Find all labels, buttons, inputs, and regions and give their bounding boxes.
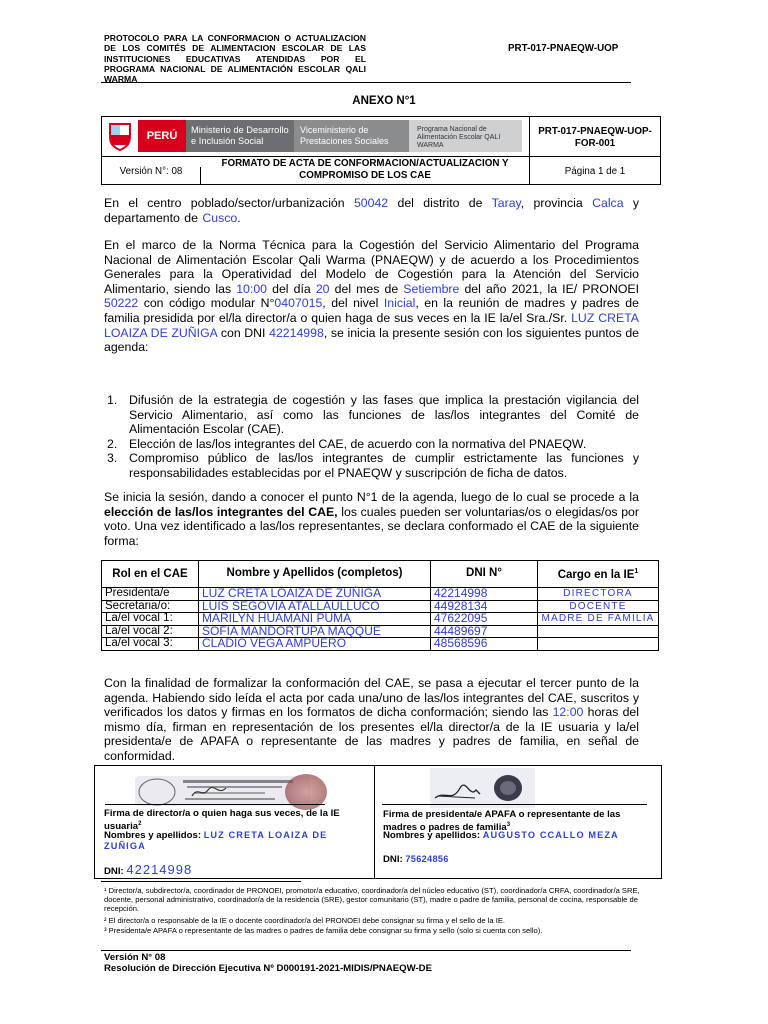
program-logo: Programa Nacional de Alimentación Escolar QALI WARMA bbox=[409, 120, 522, 152]
month-value: Setiembre bbox=[403, 281, 460, 296]
hour-value: 10:00 bbox=[236, 281, 267, 296]
footer-divider bbox=[101, 950, 631, 951]
session-paragraph: Se inicia la sesión, dando a conocer el punto N°1 de la agenda, luego de lo cual se procede a la elección de las/los integrantes del CAE, los cuales pueden ser voluntarias/os o elegidas/os por voto. Una vez identificado a las/los representantes, se declara conformado el CAE de la siguiente forma: bbox=[104, 490, 639, 548]
form-title: FORMATO DE ACTA DE CONFORMACION/ACTUALIZACION Y COMPROMISO DE LOS CAE bbox=[221, 158, 509, 181]
ministry-logo: Ministerio de Desarrollo e Inclusión Social bbox=[186, 120, 294, 152]
department-value: Cusco bbox=[202, 210, 238, 225]
page-indicator: Página 1 de 1 bbox=[564, 166, 626, 177]
director-signature bbox=[190, 784, 230, 805]
footer-resolution: Resolución de Dirección Ejecutiva Nº D000191-2021-MIDIS/PNAEQW-DE bbox=[104, 963, 433, 974]
ie-value: 50222 bbox=[104, 296, 139, 311]
president-name: AUGUSTO CCALLO MEZA bbox=[482, 830, 619, 840]
form-code: PRT-017-PNAEQW-UOP-FOR-001 bbox=[538, 126, 652, 149]
list-item: 3. Compromiso público de las/los integrantes de cumplir estrictamente las funciones y responsabilidades establecidas por el PNAEQW y suscripción de ficha de datos. bbox=[107, 451, 639, 480]
header-divider bbox=[101, 82, 631, 83]
director-name: LUZ CRETA LOAIZA DE ZUÑIGA bbox=[104, 830, 328, 851]
day-value: 20 bbox=[315, 281, 330, 296]
footnote-2: ² El director/a o responsable de la IE o docente coordinador/a del PRONOEI debe consignar su firma y el sello de la IE. bbox=[104, 916, 505, 925]
table-row: Presidenta/e LUZ CRETA LOAIZA DE ZUÑIGA 42214998 DIRECTORA bbox=[102, 588, 659, 601]
list-item: 2. Elección de las/los integrantes del CAE, de acuerdo con la normativa del PNAEQW. bbox=[107, 436, 587, 451]
footer-version: Versión N° 08 bbox=[104, 952, 166, 963]
province-value: Calca bbox=[592, 196, 624, 210]
intro-paragraph: En el centro poblado/sector/urbanización 50042 del distrito de Taray, provincia Calca y departamento de Cusco. bbox=[104, 196, 640, 225]
table-row: La/el vocal 1: MARILYN HUAMANI PUMA 47622095 MADRE DE FAMILIA bbox=[102, 613, 659, 626]
modular-code-value: 0407015 bbox=[274, 296, 323, 311]
annex-title: ANEXO N°1 bbox=[352, 95, 416, 107]
director-value: LUZ CRETA LOAIZA DE ZUÑIGA bbox=[104, 310, 639, 340]
document-code: PRT-017-PNAEQW-UOP bbox=[508, 43, 619, 54]
version-label: Versión N°: 08 bbox=[119, 166, 183, 177]
table-row: Secretaria/o: LUIS SEGOVIA ATALLAULLUCO 44928134 DOCENTE bbox=[102, 600, 659, 613]
table-header-row: Rol en el CAE Nombre y Apellidos (completos) DNI N° Cargo en la $IE^1$ bbox=[102, 561, 659, 588]
form-header-table bbox=[101, 116, 661, 185]
peru-coat-of-arms-icon bbox=[107, 121, 133, 151]
closing-paragraph: Con la finalidad de formalizar la conformación del CAE, se pasa a ejecutar el tercer punto de la agenda. Habiendo sido leída el acta por cada una/uno de las/los integrantes del CAE, suscritos y verificados los datos y firmas en los formatos de dicha conformación; siendo las 12:00 horas del mismo día, firman en representación de los presentes el/la director/a de la IE usuaria y la/el presidenta/e de APAFA o representante de las madres y padres de familia, en señal de conformidad. bbox=[104, 676, 640, 763]
footnote-3: ³ Presidenta/e APAFA o representante de las madres o padres de familia debe consignar su firma y sello (solo si cuenta con sello). bbox=[104, 926, 543, 935]
vice-ministry-logo: Viceministerio de Prestaciones Sociales bbox=[294, 120, 409, 152]
agenda-list bbox=[104, 393, 639, 481]
signature-box: Firma de director/a o quien haga sus veces, de la IE usuaria$^2$ Nombres y apellidos: LUZ CRETA LOAIZA DE ZUÑIGA Firma de presidenta/e APAFA o representante de las madres o padres de familia$^3$ Nombres y apellidos: AUGUSTO CCALLO MEZA DNI: 75624856 bbox=[94, 765, 662, 879]
district-value: Taray bbox=[491, 196, 521, 210]
norm-paragraph: En el marco de la Norma Técnica para la Cogestión del Servicio Alimentario del Programa Nacional de Alimentación Escolar Qali Warma (PNAEQW) y de acuerdo a los Procedimientos Generales para la Operatividad del Modelo de Cogestión para la Atención del Servicio Alimentario, siendo las 10:00 del día 20 del mes de Setiembre del año 2021, la IE/ PRONOEI 50222 con código modular N°0407015, del nivel Inicial, en la reunión de madres y padres de familia presidida por el/la director/a o quien haga de sus veces en la IE la/el Sra./Sr. LUZ CRETA LOAIZA DE ZUÑIGA con DNI 42214998, se inicia la presente sesión con los siguientes puntos de agenda: bbox=[104, 238, 640, 355]
president-signature bbox=[430, 768, 535, 808]
protocol-title: PROTOCOLO PARA LA CONFORMACION O ACTUALIZACION DE LOS COMITÉS DE ALIMENTACION ESCOLAR DE LAS INSTITUCIONES EDUCATIVAS ATENDIDAS POR EL PROGRAMA NACIONAL DE ALIMENTACIÓN ESCOLAR QALI WARMA bbox=[104, 33, 366, 85]
director-dni: 42214998 bbox=[126, 862, 193, 877]
closing-hour-value: 12:00 bbox=[552, 705, 584, 720]
center-value: 50042 bbox=[353, 196, 389, 210]
dni-value: 42214998 bbox=[269, 325, 324, 340]
peru-logo: PERÚ bbox=[138, 120, 186, 152]
table-row: La/el vocal 3: CLADIO VEGA AMPUERO 48568596 bbox=[102, 638, 659, 651]
footnote-divider bbox=[101, 881, 301, 882]
footnote-1: ¹ Director/a, subdirector/a, coordinador de PRONOEI, promotor/a educativo, coordinador/a del núcleo educativo (ST), coordinador/a CRFA, coordinador/a SRE, docente, personal administrativo, coordinador/a de la residencia (SRE), gestor comunitario (ST), madre o padre de familia, personal de cocina, responsable de recepción. bbox=[104, 886, 640, 914]
cae-members-table bbox=[101, 560, 659, 651]
president-dni: 75624856 bbox=[405, 854, 449, 864]
table-row: La/el vocal 2: SOFIA MANDORTUPA MAQQUE 44489697 bbox=[102, 625, 659, 638]
list-item: 1. Difusión de la estrategia de cogestión y las fases que implica la prestación vigilancia del Servicio Alimentario, así como las funciones de las/los integrantes del Comité de Alimentación Escolar (CAE). bbox=[107, 393, 639, 437]
level-value: Inicial bbox=[383, 296, 416, 311]
